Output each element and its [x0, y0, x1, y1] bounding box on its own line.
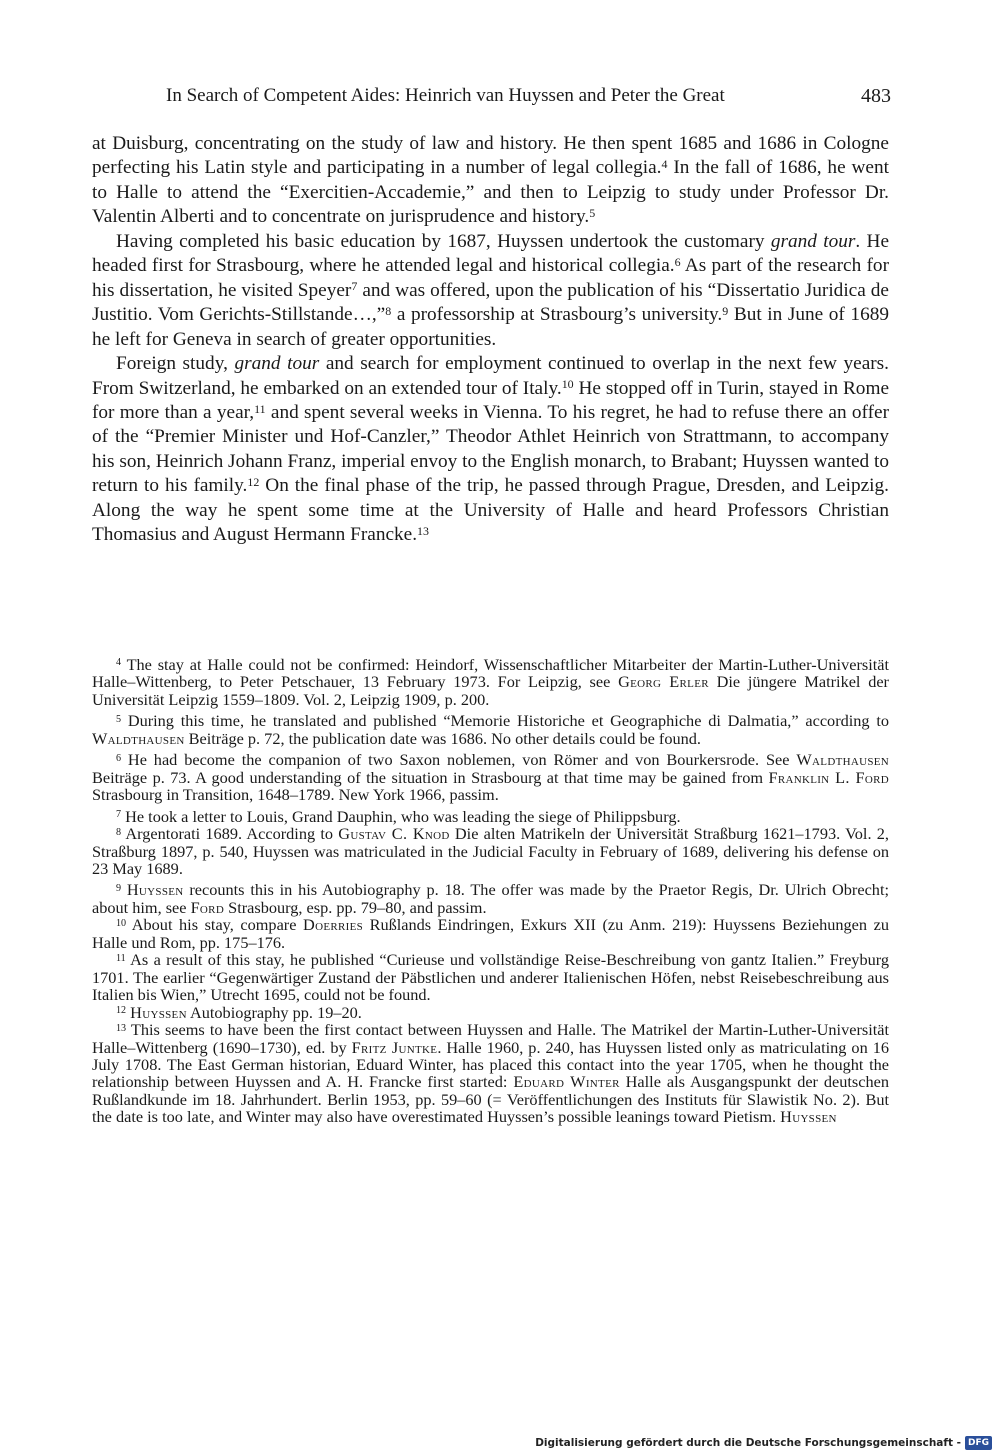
author-name: Huyssen — [130, 1002, 187, 1022]
footnote-number: 5 — [116, 713, 122, 725]
footnote-text: Strasbourg in Transition, 1648–1789. New York 1966, passim. — [92, 785, 499, 805]
paragraph-text: In the fall of 1686, he went to Halle to attend the “Exercitien-Accademie,” and then to Leipzig to study under Professor Dr. Valentin Alberti and to concentrate on jurisprudence and history. — [92, 157, 889, 228]
author-name: Huyssen — [780, 1107, 837, 1127]
footnote-text: Beiträge p. 72, the publication date was 1686. No other details could be found. — [184, 728, 701, 748]
dfg-logo: DFG — [965, 1436, 992, 1450]
footnote-ref-8: 8 — [385, 303, 392, 318]
footnote-text: Strasbourg, esp. pp. 79–80, and passim. — [224, 897, 487, 917]
author-name: Doerries — [303, 915, 364, 935]
italic-term: grand tour — [770, 230, 856, 252]
footnote-6 — [92, 751, 889, 803]
footnote-number: 4 — [116, 657, 122, 669]
footnote-text: During this time, he translated and published “Memorie Historiche et Geographiche di Dalmatia,” according to — [121, 711, 889, 731]
footnote-number: 7 — [116, 809, 122, 821]
digitization-note: Digitalisierung gefördert durch die Deutsche Forschungsgemeinschaft - — [535, 1437, 961, 1449]
author-name: Georg Erler — [618, 672, 709, 692]
footnote-number: 6 — [116, 752, 122, 764]
footnote-number: 9 — [116, 882, 122, 894]
author-name: Franklin L. Ford — [768, 767, 890, 787]
footnote-number: 8 — [116, 826, 122, 838]
footnote-number: 11 — [116, 952, 126, 964]
paragraph-1 — [92, 132, 889, 230]
footnote-9 — [92, 881, 889, 916]
footnote-ref-4: 4 — [661, 157, 668, 172]
footnote-text: Beiträge p. 73. A good understanding of the situation in Strasbourg at that time may be gained from — [92, 767, 769, 787]
footnotes — [92, 656, 889, 1126]
footnote-ref-9: 9 — [722, 303, 729, 318]
author-name: Ford — [190, 897, 225, 917]
paragraph-text: Having completed his basic education by 1687, Huyssen undertook the customary — [116, 230, 771, 252]
running-header — [166, 83, 891, 109]
footnote-ref-6: 6 — [674, 254, 681, 269]
footnote-text: The stay at Halle could not be confirmed: Heindorf, Wissenschaftlicher Mitarbeiter der Martin-Luther-Universität Halle–Wittenberg, to Peter Petschauer, 13 February 1973. For Leipzig, see — [92, 655, 889, 692]
footnote-text: As a result of this stay, he published “Curieuse und vollständige Reise-Beschreibung von gantz Italien.” Freyburg 1701. The earlier “Gegenwärtiger Zustand der Päbstlichen und anderer Italienischen Höfen, nebst Reisebeschreibung aus Italien bis Wien,” Utrecht 1695, could not be found. — [92, 950, 889, 1005]
footnote-text: . Halle 1960, p. 240, has Huyssen listed only as matriculating on 16 July 1708. The East German historian, Eduard Winter, has placed this contact into the year 1705, when he thought the relationship between Huyssen and A. H. Francke first started: — [92, 1037, 889, 1092]
footnote-11 — [92, 951, 889, 1003]
italic-term: grand tour — [234, 353, 320, 375]
footnote-text: Autobiography pp. 19–20. — [186, 1002, 362, 1022]
footnote-8 — [92, 825, 889, 877]
paragraph-text: a professorship at Strasbourg’s university. — [391, 304, 723, 326]
footnote-5 — [92, 712, 889, 747]
paragraph-text: and search for employment continued to overlap in the next few years. From Switzerland, he embarked on an extended tour of Italy. — [92, 353, 889, 399]
footnote-ref-13: 13 — [417, 523, 429, 538]
footnote-ref-12: 12 — [247, 474, 260, 489]
footnote-12 — [92, 1004, 889, 1021]
footnote-text: Argentorati 1689. According to — [121, 824, 339, 844]
footnote-text: This seems to have been the first contact between Huyssen and Halle. The Matrikel der Martin-Luther-Universität Halle–Wittenberg (1690–1730), ed. by — [92, 1020, 889, 1057]
author-name: Huyssen — [126, 880, 184, 900]
paragraph-text: Foreign study, — [116, 353, 235, 375]
paragraph-text: and spent several weeks in Vienna. To his regret, he had to refuse there an offer of the “Premier Minister und Hof-Canzler,” Theodor Athlet Heinrich von Strattmann, to accompany his son, Heinrich Johann Franz, imperial envoy to the English monarch, to Brabant; Huyssen wanted to return to his family. — [92, 401, 889, 497]
footnote-4 — [92, 656, 889, 708]
page-number: 483 — [861, 85, 891, 107]
footnote-text: Halle als Ausgangspunkt der deutschen Rußlandkunde im 18. Jahrhundert. Berlin 1953, pp. 59–60 (= Veröffentlichungen des Instituts für Slawistik No. 2). But the date is too late, and Winter may also have overestimated Huyssen’s possible leanings toward Pietism. — [92, 1072, 890, 1127]
paragraph-text: at Duisburg, concentrating on the study of law and history. He then spent 1685 and 1686 in Cologne perfecting his Latin style and participating in a number of legal collegia. — [92, 133, 889, 179]
main-text — [92, 132, 889, 548]
paragraph-text: . He headed first for Strasbourg, where he attended legal and historical collegia. — [92, 230, 890, 277]
footnote-text: About his stay, compare — [126, 915, 304, 935]
footnote-text: Die alten Matrikeln der Universität Straßburg 1621–1793. Vol. 2, Straßburg 1897, p. 540, Huyssen was matriculated in the Judicial Faculty in February of 1689, delivering his defense on 23 May 1689. — [92, 824, 889, 878]
digitization-footer — [535, 1435, 992, 1451]
paragraph-2 — [92, 230, 889, 352]
paragraph-text: He stopped off in Turin, stayed in Rome for more than a year, — [92, 377, 889, 423]
paragraph-text: But in June of 1689 he left for Geneva in search of greater opportunities. — [92, 304, 889, 350]
footnote-7 — [92, 808, 889, 825]
author-name: Fritz Juntke — [351, 1037, 438, 1057]
footnote-text: Die jüngere Matrikel der Universität Leipzig 1559–1809. Vol. 2, Leipzig 1909, p. 200. — [92, 672, 889, 709]
author-name: Waldthausen — [796, 750, 889, 770]
footnote-ref-10: 10 — [561, 377, 574, 392]
paragraph-3 — [92, 352, 889, 548]
footnote-text: Rußlands Eindringen, Exkurs XII (zu Anm. 219): Huyssens Beziehungen zu Halle und Rom, pp. 175–176. — [92, 915, 889, 952]
footnote-text: He had become the companion of two Saxon noblemen, von Römer and von Bourkersrode. See — [121, 750, 797, 770]
paragraph-text: As part of the research for his dissertation, he visited Speyer — [92, 255, 889, 301]
footnote-text: recounts this in his Autobiography p. 18. The offer was made by the Praetor Regis, Dr. Ulrich Obrecht; about him, see — [92, 880, 889, 917]
footnote-number: 10 — [116, 917, 127, 929]
footnote-ref-11: 11 — [254, 401, 266, 416]
running-head-title: In Search of Competent Aides: Heinrich van Huyssen and Peter the Great — [166, 85, 725, 106]
footnote-10 — [92, 916, 889, 951]
paragraph-text: and was offered, upon the publication of his “Dissertatio Juridica de Justitio. Vom Gerichts-Stillstande…,” — [92, 279, 889, 326]
author-name: Gustav C. Knod — [338, 824, 450, 844]
footnote-13 — [92, 1021, 889, 1126]
author-name: Waldthausen — [92, 728, 185, 748]
footnote-ref-5: 5 — [589, 205, 596, 220]
footnote-number: 13 — [116, 1022, 127, 1034]
footnote-text: He took a letter to Louis, Grand Dauphin, who was leading the siege of Philippsburg. — [121, 806, 681, 826]
paragraph-text: On the final phase of the trip, he passed through Prague, Dresden, and Leipzig. Along the way he spent some time at the University of Halle and heard Professors Christian Thomasius and August Hermann Francke. — [92, 475, 889, 546]
footnote-ref-7: 7 — [351, 279, 358, 294]
author-name: Eduard Winter — [513, 1072, 620, 1092]
footnote-number: 12 — [116, 1005, 127, 1017]
